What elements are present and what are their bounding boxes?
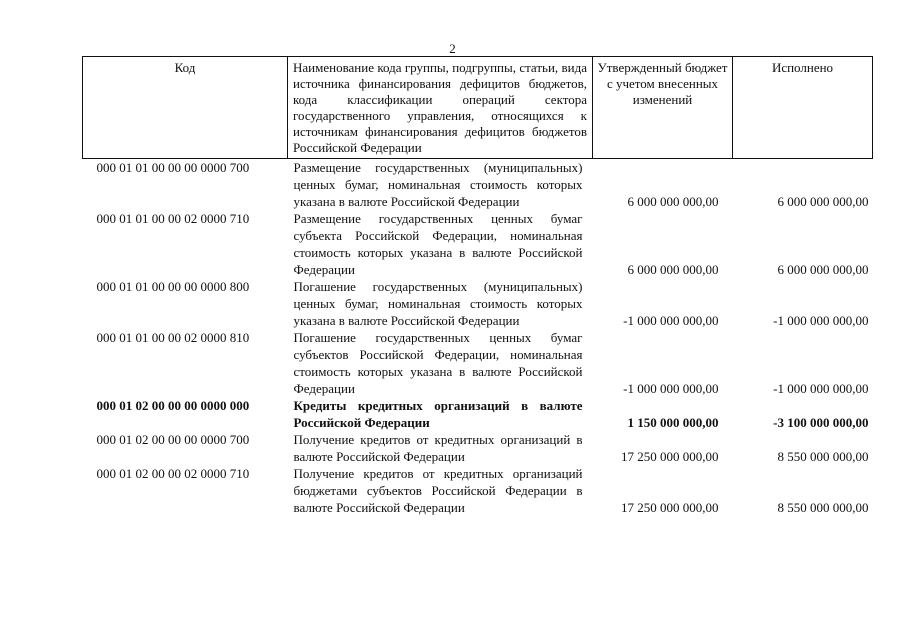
row-code: 000 01 01 00 00 02 0000 710	[96, 211, 250, 226]
page-number: 2	[449, 41, 456, 56]
row-approved: -1 000 000 000,00	[623, 313, 719, 328]
row-approved: 17 250 000 000,00	[621, 500, 719, 515]
column-header-code: Код	[83, 57, 288, 159]
table-body	[83, 159, 873, 517]
row-executed: -1 000 000 000,00	[773, 313, 869, 328]
column-header-name: Наименование кода группы, подгруппы, статьи, вида источника финансирования дефицитов бюджетов, кода классификации операций сектора государственного управления, относящихся к источникам финансирования дефицитов бюджетов Российской Федерации	[288, 57, 593, 159]
row-approved: 1 150 000 000,00	[627, 415, 719, 430]
row-approved: 6 000 000 000,00	[627, 194, 719, 209]
budget-sources-table	[82, 56, 873, 516]
row-code: 000 01 02 00 00 02 0000 710	[96, 466, 250, 481]
table-row	[83, 278, 873, 329]
column-header-approved: Утвержденный бюджет с учетом внесенных изменений	[593, 57, 733, 159]
row-executed: 8 550 000 000,00	[777, 500, 869, 515]
row-executed: 8 550 000 000,00	[777, 449, 869, 464]
table-row-subtotal	[83, 397, 873, 431]
row-name: Размещение государственных (муниципальных) ценных бумаг, номинальная стоимость которых указана в валюте Российской Федерации	[293, 160, 583, 209]
row-name: Размещение государственных ценных бумаг субъекта Российской Федерации, номинальная стоимость которых указана в валюте Российской Федерации	[293, 211, 583, 277]
table-row	[83, 159, 873, 211]
table-row	[83, 210, 873, 278]
row-approved: 17 250 000 000,00	[621, 449, 719, 464]
table-header-row	[83, 57, 873, 159]
column-header-executed: Исполнено	[733, 57, 873, 159]
table-row	[83, 431, 873, 465]
table-row	[83, 329, 873, 397]
row-name: Погашение государственных ценных бумаг субъектов Российской Федерации, номинальная стоимость которых указана в валюте Российской Федерации	[293, 330, 583, 396]
row-executed: 6 000 000 000,00	[777, 194, 869, 209]
row-name: Погашение государственных (муниципальных) ценных бумаг, номинальная стоимость которых указана в валюте Российской Федерации	[293, 279, 583, 328]
row-name: Получение кредитов от кредитных организаций бюджетами субъектов Российской Федерации в валюте Российской Федерации	[293, 466, 583, 515]
row-code: 000 01 02 00 00 00 0000 000	[96, 398, 250, 413]
table-row	[83, 465, 873, 516]
row-executed: -1 000 000 000,00	[773, 381, 869, 396]
row-name: Кредиты кредитных организаций в валюте Российской Федерации	[293, 398, 583, 430]
row-code: 000 01 02 00 00 00 0000 700	[96, 432, 250, 447]
table-header	[83, 57, 873, 159]
row-approved: -1 000 000 000,00	[623, 381, 719, 396]
row-approved: 6 000 000 000,00	[627, 262, 719, 277]
row-executed: -3 100 000 000,00	[773, 415, 869, 430]
row-code: 000 01 01 00 00 00 0000 700	[96, 160, 250, 175]
row-code: 000 01 01 00 00 02 0000 810	[96, 330, 250, 345]
row-code: 000 01 01 00 00 00 0000 800	[96, 279, 250, 294]
row-name: Получение кредитов от кредитных организаций в валюте Российской Федерации	[293, 432, 583, 464]
row-executed: 6 000 000 000,00	[777, 262, 869, 277]
